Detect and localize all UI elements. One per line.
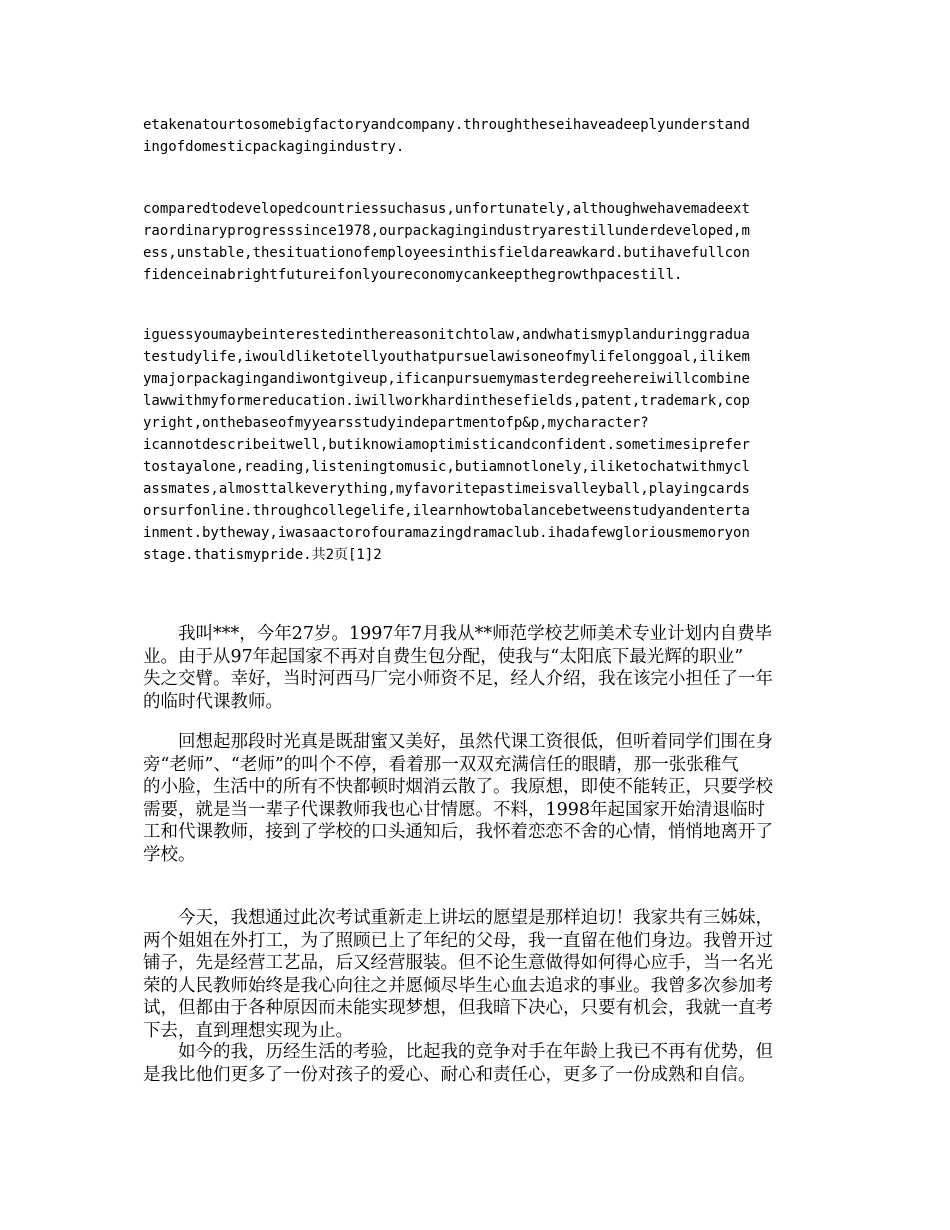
text-line: 回想起那段时光真是既甜蜜又美好，虽然代课工资很低，但听着同学们围在身 [143,732,773,752]
text-line: lawwithmyformereducation.iwillworkhardinthesefields,patent,trademark,cop [143,393,750,409]
text-line: 今天，我想通过此次考试重新走上讲坛的愿望是那样迫切！我家共有三姊妹， [143,908,773,928]
text-line: tostayalone,reading,listeningtomusic,butiamnotlonely,iliketochatwithmycl [143,459,750,475]
text-line: 的小脸，生活中的所有不快都顿时烟消云散了。我原想，即使不能转正，只要学校 [143,777,773,797]
text-line: yright,onthebaseofmyyearsstudyindepartmentofp&p,mycharacter? [143,415,649,431]
text-line: 失之交臂。幸好，当时河西马厂完小师资不足，经人介绍，我在该完小担任了一年 [143,669,773,689]
text-line: 试，但都由于各种原因而未能实现梦想，但我暗下决心，只要有机会，我就一直考 [143,998,773,1018]
text-line: 我叫***，今年27岁。1997年7月我从**师范学校艺师美术专业计划内自费毕 [143,624,773,644]
text-line: stage.thatismypride.共2页[1]2 [143,547,382,563]
text-line: 两个姐姐在外打工，为了照顾已上了年纪的父母，我一直留在他们身边。我曾开过 [143,930,773,951]
text-line: 业。由于从97年起国家不再对自费生包分配，使我与“太阳底下最光辉的职业” [143,646,744,667]
chinese-paragraph-4 [143,1041,815,1086]
text-line: orsurfonline.throughcollegelife,ilearnhowtobalancebetweenstudyandenterta [143,503,750,519]
text-line: 需要，就是当一辈子代课教师我也心甘情愿。不料，1998年起国家开始清退临时 [143,799,766,820]
text-line: 如今的我，历经生活的考验，比起我的竞争对手在年龄上我已不再有优势，但 [143,1042,773,1062]
text-line: assmates,almosttalkeverything,myfavoritepastimeisvalleyball,playingcards [143,481,750,497]
text-line: 学校。 [143,844,196,865]
chinese-paragraph-3 [143,907,815,1042]
text-line: icannotdescribeitwell,butiknowiamoptimisticandconfident.sometimesiprefer [143,437,750,453]
text-line: 工和代课教师，接到了学校的口头通知后，我怀着恋恋不舍的心情，悄悄地离开了 [143,822,773,842]
chinese-paragraph-1 [143,623,815,713]
text-line: raordinaryprogresssince1978,ourpackagingindustryarestillunderdeveloped,m [143,223,750,239]
english-paragraph-3 [143,324,815,566]
text-line: fidenceinabrightfutureifonlyoureconomycankeepthegrowthpacestill. [143,267,683,283]
text-line: 旁“老师”、“老师”的叫个不停，看着那一双双充满信任的眼睛，那一张张稚气 [143,754,739,775]
text-line: ymajorpackagingandiwontgiveup,ificanpursuemymasterdegreehereiwillcombine [143,371,750,387]
text-line: 是我比他们更多了一份对孩子的爱心、耐心和责任心，更多了一份成熟和自信。 [143,1064,756,1085]
english-paragraph-1 [143,114,815,158]
text-line: ingofdomesticpackagingindustry. [143,139,405,155]
text-line: testudylife,iwouldliketotellyouthatpursuelawisoneofmylifelonggoal,ilikem [143,349,750,365]
text-line: iguessyoumaybeinterestedinthereasonitchtolaw,andwhatismyplanduringgradua [143,327,750,343]
text-line: inment.bytheway,iwasaactorofouramazingdramaclub.ihadafewgloriousmemoryon [143,525,750,541]
english-paragraph-2 [143,198,815,286]
text-line: 铺子，先是经营工艺品，后又经营服装。但不论生意做得如何得心应手，当一名光 [143,953,773,973]
text-line: comparedtodevelopedcountriessuchasus,unfortunately,althoughwehavemadeext [143,201,750,217]
text-line: 荣的人民教师始终是我心向往之并愿倾尽毕生心血去追求的事业。我曾多次参加考 [143,975,773,996]
text-line: 的临时代课教师。 [143,691,283,712]
text-line: ess,unstable,thesituationofemployeesinthisfieldareawkard.butihavefullcon [143,245,750,261]
text-line: etakenatourtosomebigfactoryandcompany.throughtheseihaveadeeplyunderstand [143,117,750,133]
chinese-paragraph-2 [143,731,815,866]
text-line: 下去，直到理想实现为止。 [143,1020,353,1041]
